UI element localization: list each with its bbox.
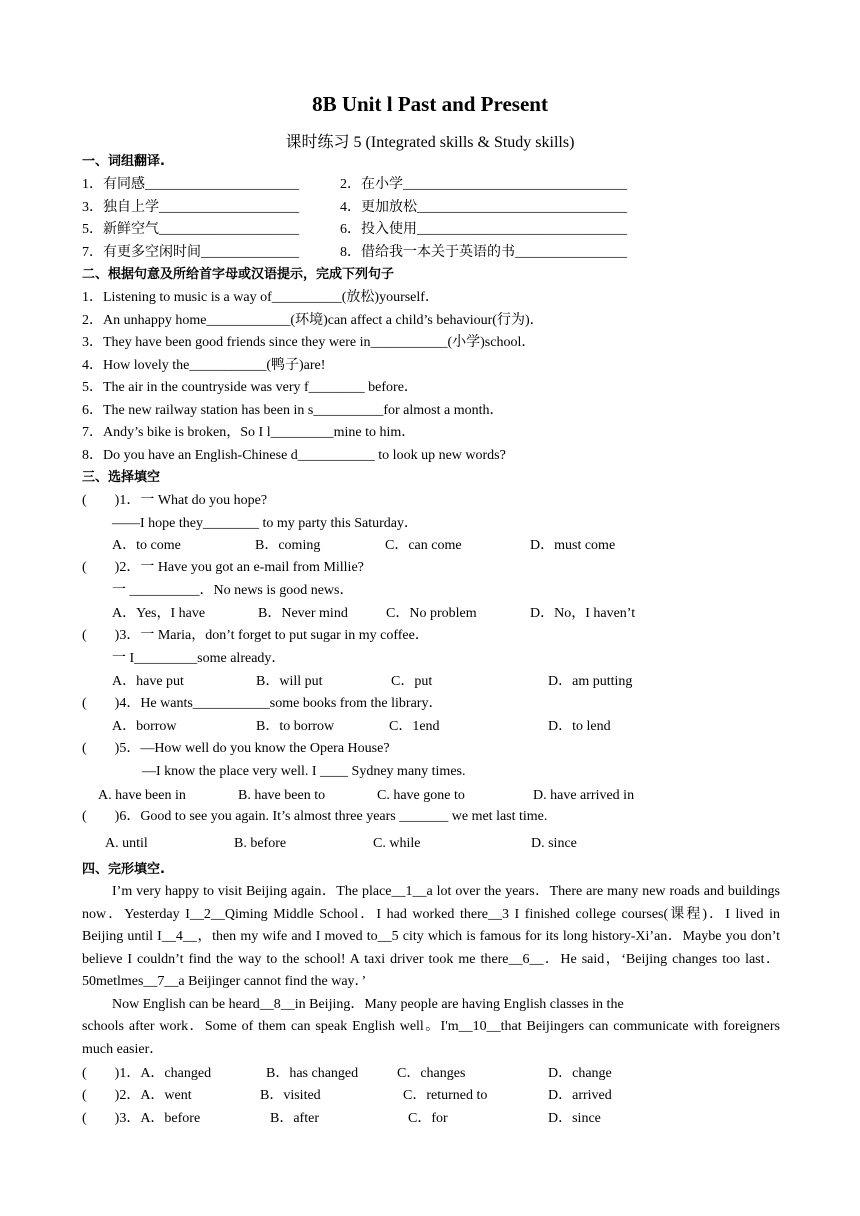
section-4-heading: 四、完形填空.	[82, 862, 165, 877]
option-c: C. have gone to	[377, 788, 465, 803]
section-1-heading: 一、词组翻译.	[82, 154, 165, 169]
option-b: B．will put	[256, 674, 323, 689]
question-5-dialog: —I know the place very well. I ____ Sydney many times.	[142, 764, 466, 779]
option-b: B．after	[270, 1111, 319, 1126]
question-5: ( )5．—How well do you know the Opera House?	[82, 741, 390, 756]
phrase-item: 4．更加放松______________________________	[340, 200, 627, 215]
option-b: B．to borrow	[256, 719, 335, 734]
question-2: ( )2．一 Have you got an e-mail from Millie?	[82, 560, 364, 575]
option-d: D. have arrived in	[533, 788, 635, 803]
sentence-item: 4．How lovely the___________(鸭子)are!	[82, 358, 326, 373]
option-d: D．No，I haven’t	[530, 606, 636, 621]
phrase-item: 6．投入使用______________________________	[340, 222, 627, 237]
phrase-item: 1．有同感______________________	[82, 177, 299, 192]
option-b: B．has changed	[266, 1066, 359, 1081]
section-3-heading: 三、选择填空	[82, 470, 161, 485]
phrase-item: 5．新鲜空气____________________	[82, 222, 299, 237]
option-d: D．change	[548, 1066, 612, 1081]
option-b: B. have been to	[238, 788, 326, 803]
phrase-item: 7．有更多空闲时间______________	[82, 245, 299, 260]
question-1-dialog: ——I hope they________ to my party this Saturday．	[112, 516, 419, 531]
option-a: A．Yes，I have	[112, 606, 206, 621]
sentence-item: 8．Do you have an English-Chinese d___________ to look up new words?	[82, 448, 506, 463]
option-d: D. since	[531, 836, 577, 851]
option-a: A．borrow	[112, 719, 177, 734]
option-c: C．returned to	[403, 1088, 488, 1103]
cloze-choice-2: ( )2．A．went	[82, 1088, 192, 1103]
option-a: A. until	[105, 836, 148, 851]
cloze-passage	[82, 881, 780, 1061]
page-subtitle: 课时练习 5 (Integrated skills & Study skills)	[285, 134, 575, 151]
option-a: A. have been in	[98, 788, 186, 803]
section-2-heading: 二、根据句意及所给首字母或汉语提示，完成下列句子	[82, 267, 395, 282]
sentence-item: 3．They have been good friends since they were in___________(小学)school．	[82, 335, 536, 350]
cloze-choice-1: ( )1．A．changed	[82, 1066, 212, 1081]
option-b: B．visited	[260, 1088, 321, 1103]
option-c: C．for	[408, 1111, 448, 1126]
phrase-item: 2．在小学________________________________	[340, 177, 627, 192]
option-d: D．arrived	[548, 1088, 612, 1103]
option-c: C．put	[391, 674, 433, 689]
phrase-item: 3．独自上学____________________	[82, 200, 299, 215]
option-b: B. before	[234, 836, 287, 851]
question-2-dialog: 一 __________．No news is good news．	[112, 583, 354, 598]
page-title: 8B Unit l Past and Present	[312, 92, 548, 116]
option-b: B．Never mind	[258, 606, 348, 621]
option-c: C．can come	[385, 538, 462, 553]
sentence-item: 5．The air in the countryside was very f________ before．	[82, 380, 418, 395]
option-b: B．coming	[255, 538, 321, 553]
option-a: A．to come	[112, 538, 181, 553]
question-1: ( )1．一 What do you hope?	[82, 493, 268, 508]
question-6: ( )6．Good to see you again. It’s almost three years _______ we met last time.	[82, 809, 548, 824]
option-d: D．since	[548, 1111, 601, 1126]
question-3-dialog: 一 I_________some already．	[112, 651, 286, 666]
option-a: A．have put	[112, 674, 184, 689]
cloze-paragraph-2a: Now English can be heard__8__in Beijing．Many people are having English classes in the	[112, 996, 624, 1012]
option-d: D．am putting	[548, 674, 633, 689]
sentence-item: 2．An unhappy home____________(环境)can affect a child’s behaviour(行为)．	[82, 313, 544, 328]
sentence-item: 1．Listening to music is a way of__________(放松)yourself．	[82, 290, 439, 305]
option-c: C. while	[373, 836, 421, 851]
phrase-item: 8．借给我一本关于英语的书________________	[340, 245, 627, 260]
question-4: ( )4．He wants___________some books from the library．	[82, 696, 443, 711]
option-c: C．1end	[389, 719, 440, 734]
sentence-item: 7．Andy’s bike is broken，So I l_________mine to him．	[82, 425, 416, 440]
cloze-paragraph-1: I’m very happy to visit Beijing again．The place__1__a lot over the years．There are many new roads and buildings now．Yesterday I__2__Qiming Middle School．I had worked there__3 I finished college courses(课程)．I lived in Beijing until I__4__，then my wife and I moved to__5 city which is famous for its long history-Xi’an．Maybe you don’t believe I couldn’t find the way to the school! A taxi driver took me there__6__．He said，‘Beijing changes too last．50metlmes__7__a Beijinger cannot find the way．’	[82, 884, 780, 989]
question-3: ( )3．一 Maria，don’t forget to put sugar in my coffee．	[82, 628, 429, 643]
option-c: C．No problem	[386, 606, 477, 621]
option-d: D．to lend	[548, 719, 611, 734]
cloze-choice-3: ( )3．A．before	[82, 1111, 201, 1126]
cloze-paragraph-2b: schools after work．Some of them can speak English well。I'm__10__that Beijingers can communicate with foreigners much easier．	[82, 1019, 780, 1057]
option-d: D．must come	[530, 538, 616, 553]
option-c: C．changes	[397, 1066, 466, 1081]
sentence-item: 6．The new railway station has been in s__________for almost a month．	[82, 403, 504, 418]
